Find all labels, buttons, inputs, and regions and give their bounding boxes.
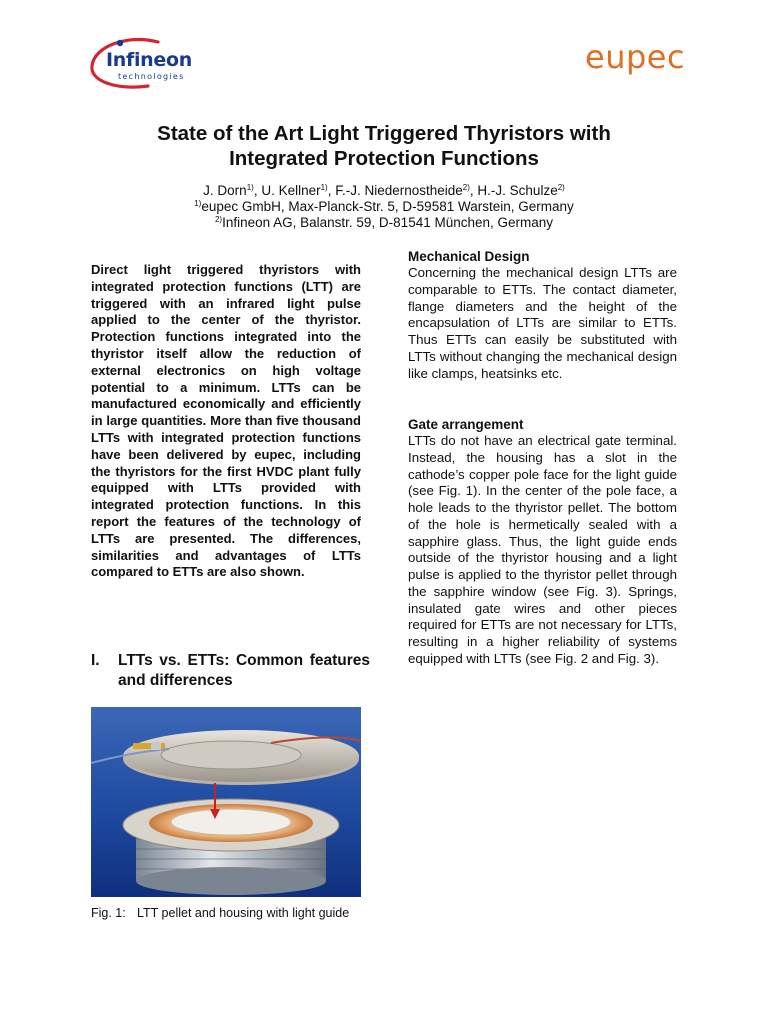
abstract-text: Direct light triggered thyristors with integrated protection functions (LTT) are triggered with an infrared light pulse applied to the center of the thyristor. Protection functions integrated into the thyristor itself allow the reduction of external electronics on high voltage potential to a minimum. LTTs can be manufactured economically and efficiently in large quantities. More than five thousand LTTs with integrated protection functions have been delivered by eupec, including the thyristors for the first HVDC plant fully equipped with LTTs provided with integrated protection functions. In this report the features of the technology of LTTs are presented. The differences, similarities and advantages of LTTs compared to ETTs are also shown.: [91, 262, 361, 580]
eupec-logo: eupec: [585, 38, 686, 76]
figure-1-caption-text: LTT pellet and housing with light guide: [137, 906, 350, 920]
author-block: [60, 183, 708, 231]
paper-title-line-2: Integrated Protection Functions: [229, 147, 539, 170]
figure-1-label: Fig. 1:: [91, 906, 126, 920]
mechanical-design-text: Concerning the mechanical design LTTs are comparable to ETTs. The contact diameter, flange diameters and the height of the encapsulation of LTTs are similar to ETTs. Thus ETTs can easily be substituted with LTTs without changing the mechanical design like clamps, heatsinks etc.: [408, 265, 677, 381]
infineon-logo: [88, 36, 198, 92]
paper-title: [60, 121, 708, 171]
affiliation-2-mark: 2): [214, 215, 223, 224]
gate-arrangement-heading: Gate arrangement: [408, 417, 524, 432]
affiliation-1-text: eupec GmbH, Max-Planck-Str. 5, D-59581 Warstein, Germany: [201, 199, 574, 214]
affiliation-2: [60, 215, 708, 231]
author-1-affiliation-mark: 1): [246, 183, 254, 192]
author-4: , H.-J. Schulze: [469, 183, 558, 198]
section-number: I.: [91, 652, 100, 669]
section-title: LTTs vs. ETTs: Common features and differences: [118, 652, 370, 689]
author-3: , F.-J. Niedernostheide: [327, 183, 463, 198]
affiliation-1-mark: 1): [194, 199, 202, 208]
author-2: , U. Kellner: [253, 183, 321, 198]
infineon-logo-text: Infineon: [106, 49, 192, 71]
author-3-affiliation-mark: 2): [462, 183, 470, 192]
affiliation-2-text: Infineon AG, Balanstr. 59, D-81541 München, Germany: [222, 215, 554, 230]
infineon-logo-subtext: technologies: [118, 72, 185, 81]
figure-1-photo: [91, 707, 361, 897]
author-1: J. Dorn: [203, 183, 247, 198]
gate-arrangement-text: LTTs do not have an electrical gate terminal. Instead, the housing has a slot in the cathode’s copper pole face for the light guide (see Fig. 1). In the center of the pole face, a hole leads to the thyristor pellet. The bottom of the hole is hermetically sealed with a sapphire glass. Thus, the light guide ends outside of the thyristor housing and a light pulse is applied to the thyristor pellet through the sapphire window (see Fig. 3). Springs, insulated gate wires and other pieces required for ETTs are not necessary for LTTs, resulting in a higher reliability of systems equipped with LTTs (see Fig. 2 and Fig. 3).: [408, 433, 677, 666]
paper-title-line-1: State of the Art Light Triggered Thyristors with: [157, 122, 611, 145]
author-4-affiliation-mark: 2): [557, 183, 565, 192]
author-2-affiliation-mark: 1): [320, 183, 328, 192]
mechanical-design-heading: Mechanical Design: [408, 249, 530, 264]
thyristor-photo-illustration: [91, 707, 361, 897]
affiliation-1: [60, 199, 708, 215]
author-list: [60, 183, 708, 199]
